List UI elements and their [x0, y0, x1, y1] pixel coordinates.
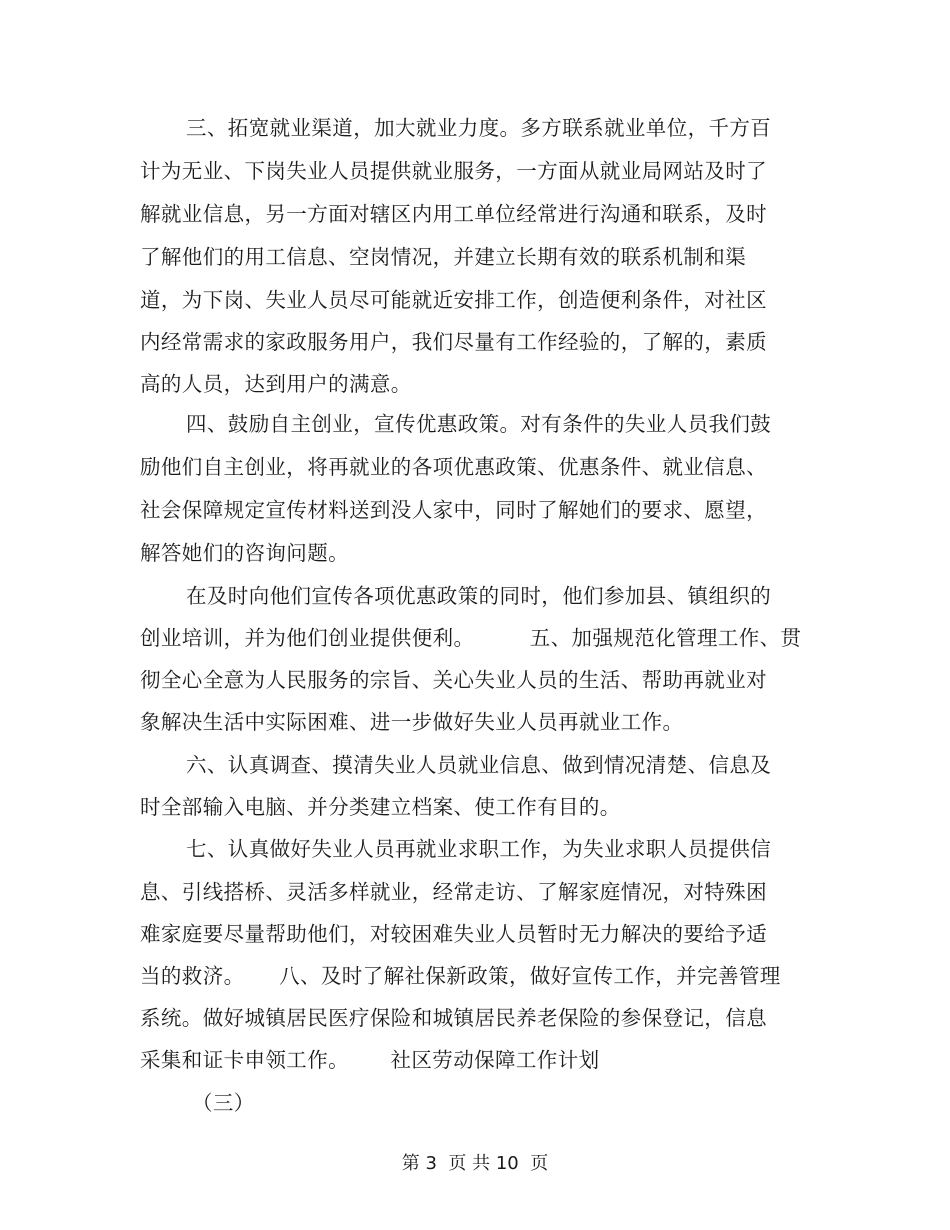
text-line: 三、拓宽就业渠道，加大就业力度。多方联系就业单位，千方百 [186, 116, 772, 140]
text-line: 高的人员，达到用户的满意。 [140, 372, 412, 396]
text-line: 创业培训，并为他们创业提供便利。 五、加强规范化管理工作、贯 [140, 626, 802, 650]
text-line: 解答她们的咨询问题。 [140, 541, 349, 565]
text-line: 六、认真调查、摸清失业人员就业信息、做到情况清楚、信息及 [186, 753, 772, 777]
text-line: 七、认真做好失业人员再就业求职工作，为失业求职人员提供信 [186, 837, 772, 861]
text-line: 彻全心全意为人民服务的宗旨、关心失业人员的生活、帮助再就业对 [140, 668, 767, 692]
text-line: 难家庭要尽量帮助他们，对较困难失业人员暂时无力解决的要给予适 [140, 922, 767, 946]
text-line: 时全部输入电脑、并分类建立档案、使工作有目的。 [140, 795, 621, 819]
text-line: 系统。做好城镇居民医疗保险和城镇居民养老保险的参保登记，信息 [140, 1006, 767, 1030]
section-number: （三） [192, 1091, 255, 1115]
text-line: 励他们自主创业，将再就业的各项优惠政策、优惠条件、就业信息、 [140, 455, 767, 479]
text-line: 社会保障规定宣传材料送到没人家中，同时了解她们的要求、愿望， [140, 498, 767, 522]
text-line: 计为无业、下岗失业人员提供就业服务，一方面从就业局网站及时了 [140, 159, 767, 183]
text-line: 解就业信息，另一方面对辖区内用工单位经常进行沟通和联系，及时 [140, 202, 767, 226]
text-line: 了解他们的用工信息、空岗情况，并建立长期有效的联系机制和渠 [140, 245, 747, 269]
text-line: 息、引线搭桥、灵活多样就业，经常走访、了解家庭情况，对特殊困 [140, 880, 767, 904]
text-line: 当的救济。 八、及时了解社保新政策，做好宣传工作，并完善管理 [140, 964, 781, 988]
text-line: 道，为下岗、失业人员尽可能就近安排工作，创造便利条件，对社区 [140, 288, 767, 312]
text-line: 内经常需求的家政服务用户，我们尽量有工作经验的，了解的，素质 [140, 330, 767, 354]
text-line: 采集和证卡申领工作。 社区劳动保障工作计划 [140, 1048, 600, 1072]
page-number: 第 3 页 共 10 页 [401, 1153, 549, 1174]
text-line: 四、鼓励自主创业，宣传优惠政策。对有条件的失业人员我们鼓 [186, 412, 772, 436]
text-line: 象解决生活中实际困难、进一步做好失业人员再就业工作。 [140, 710, 684, 734]
text-line: 在及时向他们宣传各项优惠政策的同时，他们参加县、镇组织的 [186, 584, 772, 608]
